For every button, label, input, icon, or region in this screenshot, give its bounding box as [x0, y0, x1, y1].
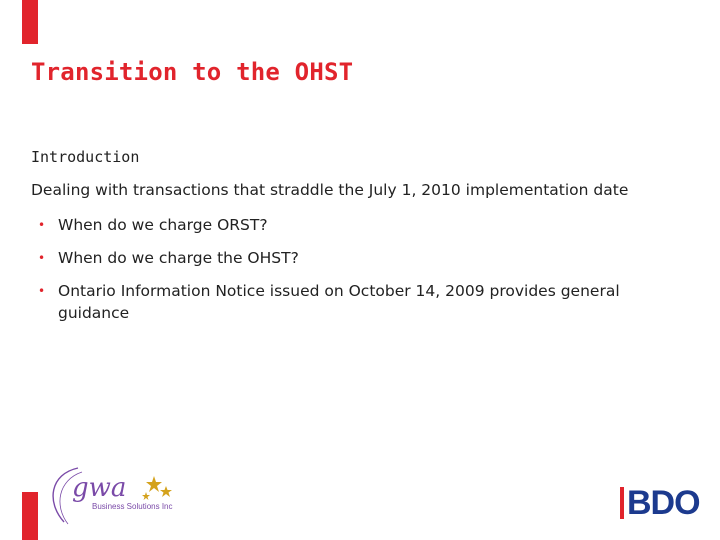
bullet-icon: • [38, 218, 46, 232]
bullet-item [38, 214, 658, 236]
bullet-list [38, 214, 658, 335]
bullet-text: When do we charge ORST? [58, 216, 268, 234]
intro-text: Dealing with transactions that straddle the July 1, 2010 implementation date [31, 181, 629, 199]
bdo-logo-text: BDO [627, 484, 700, 522]
bdo-logo [620, 486, 700, 520]
bullet-icon: • [38, 284, 46, 298]
accent-bar-bottom [22, 492, 38, 540]
gwa-tagline: Business Solutions Inc [92, 502, 173, 511]
bullet-text: Ontario Information Notice issued on October 14, 2009 provides general guidance [58, 282, 620, 322]
bullet-item [38, 280, 658, 324]
gwa-logo [44, 462, 184, 528]
bullet-text: When do we charge the OHST? [58, 249, 299, 267]
bullet-icon: • [38, 251, 46, 265]
bullet-item [38, 247, 658, 269]
svg-text:gwa: gwa [72, 473, 127, 503]
bdo-logo-bar [620, 487, 624, 519]
slide-title: Transition to the OHST [31, 58, 354, 86]
accent-bar-top [22, 0, 38, 44]
section-heading: Introduction [31, 148, 140, 166]
